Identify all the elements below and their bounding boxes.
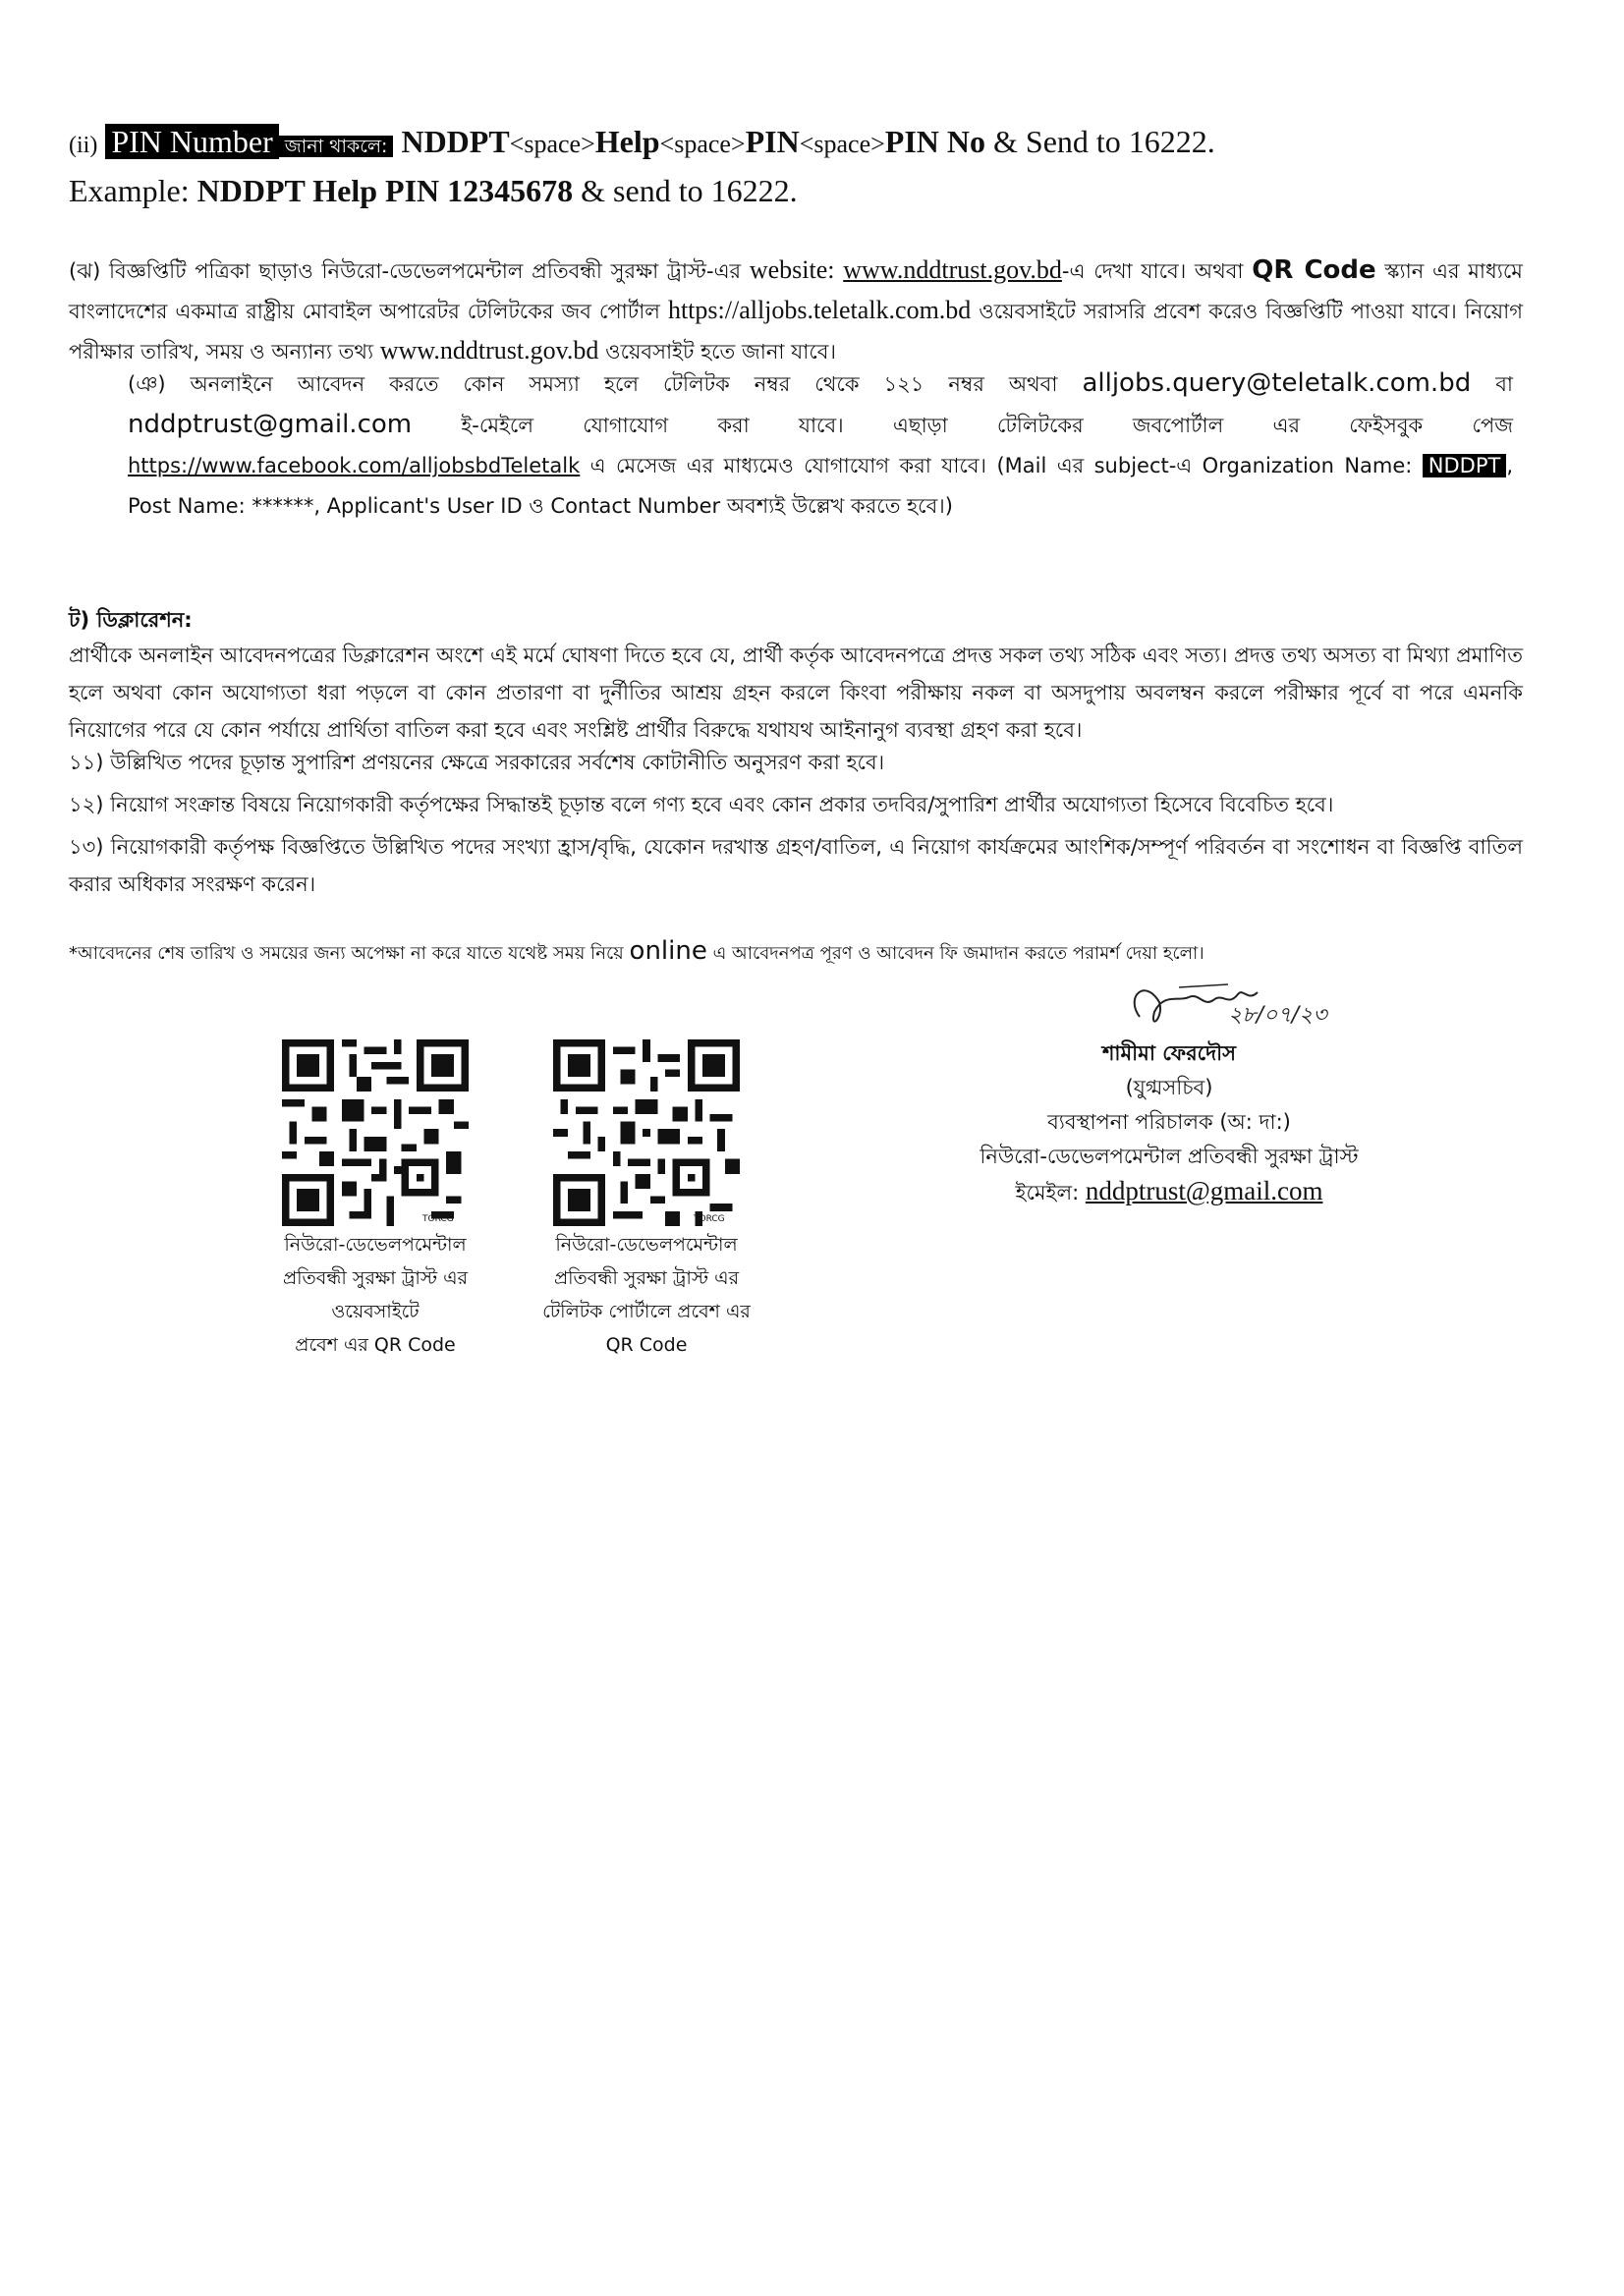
paragraph-nya [128,364,1513,527]
item-prefix: (ii) [69,133,98,158]
item-13-text: ১৩) নিয়োগকারী কর্তৃপক্ষ বিজ্ঞপ্তিতে উল্লিখিত পদের সংখ্যা হ্রাস/বৃদ্ধি, যেকোন দরখাস্ত গ্রহণ/বাতিল, এ নিয়োগ কার্যক্রমের আংশিক/সম্পূর্ণ পরিবর্তন বা সংশোধন বা বিজ্ঞপ্তি বাতিল করার অধিকার সংরক্ষণ করেন। [69,835,1523,896]
signatory-role: ব্যবস্থাপনা পরিচালক (অ: দা:) [1047,1110,1291,1134]
signatory-email-link[interactable]: nddptrust@gmail.com [1085,1176,1323,1205]
sms-space-1: <space> [509,130,595,158]
qr-tag-2: TORCG [694,1214,725,1224]
sms-space-2: <space> [659,130,746,158]
signatory-email-line [924,1174,1415,1210]
signatory-organization: নিউরো-ডেভেলপমেন্টাল প্রতিবন্ধী সুরক্ষা ট্রাস্ট [980,1145,1359,1168]
website-qr-caption [257,1228,493,1362]
facebook-link[interactable]: https://www.facebook.com/alljobsbdTeletalk [128,454,581,477]
jha-text-4: ওয়েবসাইটে সরাসরি প্রবেশ করেও বিজ্ঞপ্তিটি পাওয়া যাবে। নিয়োগ পরীক্ষার তারিখ, সময় ও অন্যান্য তথ্য [69,300,1523,364]
note-text-1: *আবেদনের শেষ তারিখ ও সময়ের জন্য অপেক্ষা না করে যাতে যথেষ্ট সময় নিয়ে [69,943,624,964]
sms-keyword-pin: PIN [745,124,800,159]
handwritten-signature [1120,973,1366,1041]
example-label: Example: [69,173,190,208]
pin-instruction-line [69,118,1523,170]
nya-text-5: , Post Name: ******, Applicant's User ID ও Contact Number অবশ্যই উল্লেখ করতে হবে।) [128,454,1513,518]
item-12-text: ১২) নিয়োগ সংক্রান্ত বিষয়ে নিয়োগকারী কর্তৃপক্ষের সিদ্ধান্তই চূড়ান্ত বলে গণ্য হবে এবং কোন প্রকার তদবির/সুপারিশ প্রার্থীর অযোগ্যতা হিসেবে বিবেচিত হবে। [69,793,1334,816]
declaration-heading: ট) ডিক্লারেশন: [69,608,193,632]
declaration-body: প্রার্থীকে অনলাইন আবেদনপত্রের ডিক্লারেশন অংশে এই মর্মে ঘোষণা দিতে হবে যে, প্রার্থী কর্তৃক আবেদনপত্রে প্রদত্ত সকল তথ্য সঠিক এবং সত্য। প্রদত্ত তথ্য অসত্য বা মিথ্যা প্রমাণিত হলে অথবা কোন অযোগ্যতা ধরা পড়লে বা কোন প্রতারণা বা দুর্নীতির আশ্রয় গ্রহন করলে কিংবা পরীক্ষায় নকল বা অসদুপায় অবলম্বন করলে পরীক্ষার পূর্বে বা পরে এমনকি নিয়োগের পরে যে কোন পর্যায়ে প্রার্থিতা বাতিল করা হবে এবং সংশ্লিষ্ট প্রার্থীর বিরুদ্ধে যথাযথ আইনানুগ ব্যবস্থা গ্রহণ করা হবে। [69,644,1523,742]
website-link-2[interactable]: www.nddtrust.gov.bd [379,336,599,364]
jha-text-1: (ঝ) বিজ্ঞপ্তিটি পত্রিকা ছাড়াও নিউরো-ডেভেলপমেন্টাল প্রতিবন্ধী সুরক্ষা ট্রাস্ট-এর [69,259,742,283]
jha-text-3: স্ক্যান এর মাধ্যমে বাংলাদেশের একমাত্র রাষ্ট্রীয় মোবাইল অপারেটর টেলিটকের জব পোর্টাল [69,259,1523,323]
note-text-2: এ আবেদনপত্র পূরণ ও আবেদন ফি জমাদান করতে পরামর্শ দেয়া হলো। [712,943,1204,964]
item-13 [69,828,1523,903]
example-sms: NDDPT Help PIN 12345678 [196,173,574,208]
pin-example-line [69,167,1523,214]
qr1-caption-line-4: প্রবেশ এর QR Code [295,1334,456,1356]
pin-number-highlight: PIN Number [105,124,278,159]
qr2-caption-line-2: প্রতিবন্ধী সুরক্ষা ট্রাস্ট এর [553,1267,740,1289]
trust-email-link[interactable]: nddptrust@gmail.com [128,410,413,439]
qr2-caption-line-3: টেলিটক পোর্টালে প্রবেশ এর [542,1301,751,1322]
advisory-note [69,933,1523,972]
nya-text-3: ই-মেইলে যোগাযোগ করা যাবে। এছাড়া টেলিটকের জবপোর্টাল এর ফেইসবুক পেজ [461,414,1513,437]
jha-text-2: -এ দেখা যাবে। অথবা [1061,259,1244,283]
paragraph-jha [69,251,1523,371]
signatory-name: শামীমা ফেরদৌস [1101,1041,1236,1065]
website-qr-code[interactable] [282,1039,469,1226]
item-12 [69,786,1523,823]
sms-keyword-pin-no: PIN No [884,124,986,159]
teletalk-link[interactable]: https://alljobs.teletalk.com.bd [667,296,972,324]
qr1-caption-line-1: নিউরো-ডেভেলপমেন্টাল [284,1234,467,1256]
send-to-text: & Send to 16222. [993,124,1215,159]
known-label: জানা থাকলে: [279,136,394,157]
sms-keyword-help: Help [594,124,660,159]
website-link[interactable]: www.nddtrust.gov.bd [843,255,1062,284]
sms-space-3: <space> [799,130,885,158]
nya-text-2: বা [1495,372,1513,396]
example-send-text: & send to 16222. [581,173,798,208]
nya-text-1: (ঞ) অনলাইনে আবেদন করতে কোন সমস্যা হলে টেলিটক নম্বর থেকে ১২১ নম্বর অথবা [128,372,1058,396]
website-label: website: [749,255,835,284]
qr-tag-1: TORCG [422,1214,454,1224]
teletalk-qr-code[interactable] [553,1039,740,1226]
qr1-caption-line-2: প্রতিবন্ধী সুরক্ষা ট্রাস্ট এর [282,1267,469,1289]
item-11 [69,744,1523,781]
qr1-caption-line-3: ওয়েবসাইটে [331,1301,420,1322]
signatory-block [924,1036,1415,1210]
nya-text-4: এ মেসেজ এর মাধ্যমেও যোগাযোগ করা যাবে। (Mail এর subject-এ Organization Name: [589,454,1413,477]
qr2-caption-line-1: নিউরো-ডেভেলপমেন্টাল [555,1234,738,1256]
signatory-designation: (যুগ্মসচিব) [1125,1076,1213,1099]
sms-keyword-nddpt: NDDPT [401,124,510,159]
svg-text:২৮/০৭/২৩: ২৮/০৭/২৩ [1228,1003,1327,1028]
query-email-link[interactable]: alljobs.query@teletalk.com.bd [1082,368,1472,398]
note-online: online [629,936,707,966]
qr2-caption-line-4: QR Code [605,1334,688,1356]
qr-code-label: QR Code [1252,255,1376,285]
email-label: ইমেইল: [1015,1181,1080,1204]
org-name-highlight: NDDPT [1423,454,1507,477]
teletalk-qr-caption [529,1228,764,1362]
jha-text-5: ওয়েবসাইট হতে জানা যাবে। [605,340,836,364]
item-11-text: ১১) উল্লিখিত পদের চূড়ান্ত সুপারিশ প্রণয়নের ক্ষেত্রে সরকারের সর্বশেষ কোটানীতি অনুসরণ করা হবে। [69,751,885,774]
